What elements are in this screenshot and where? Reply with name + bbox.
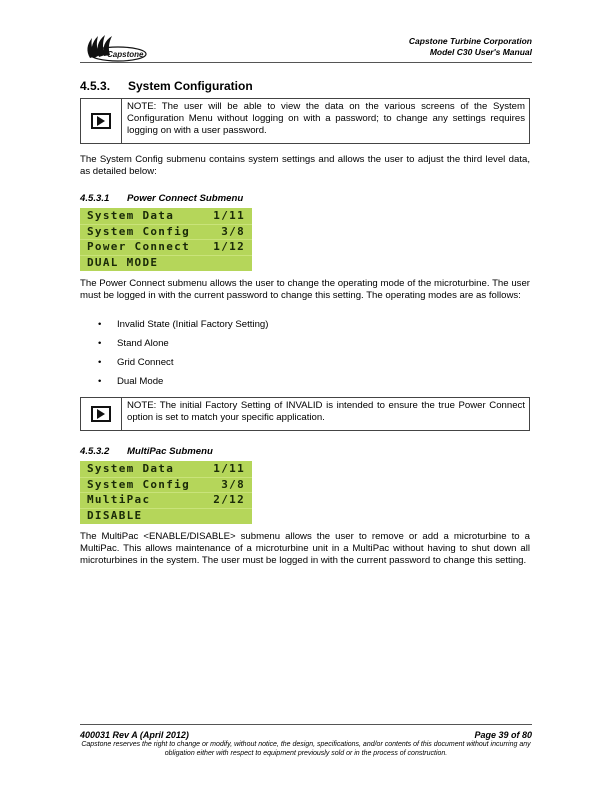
note-box-password: [80, 98, 530, 144]
section-title: System Configuration: [128, 79, 253, 93]
lcd-row: System Data 1/11: [80, 462, 252, 478]
note-arrow-icon: [91, 406, 111, 422]
note-arrow-icon: [91, 113, 111, 129]
note-box-factory-setting: [80, 397, 530, 431]
subsection-number: 4.5.3.1: [80, 193, 110, 204]
subsection-title: MultiPac Submenu: [127, 446, 213, 457]
lcd-row: DUAL MODE: [87, 255, 159, 269]
legal-disclaimer: Capstone reserves the right to change or modify, without notice, the design, specifications, and/or contents of this document without incurring any obligation either with respect to equipment previously sold or in the process of construction.: [81, 741, 531, 757]
subsection-number: 4.5.3.2: [80, 446, 110, 457]
footer-divider: [80, 724, 532, 725]
page-header: [409, 36, 532, 57]
header-divider: [80, 62, 532, 63]
lcd-row: System Config 3/8: [80, 225, 252, 241]
lcd-display-power-connect: [80, 208, 252, 271]
list-item: • Invalid State (Initial Factory Setting): [98, 319, 269, 330]
document-revision: 400031 Rev A (April 2012): [80, 730, 189, 740]
subsection-title: Power Connect Submenu: [127, 193, 244, 204]
lcd-row: MultiPac 2/12: [80, 493, 252, 509]
section-number: 4.5.3.: [80, 79, 111, 93]
multipac-paragraph: The MultiPac <ENABLE/DISABLE> submenu allows the user to remove or add a microturbine to a MultiPac. This allows maintenance of a microturbine unit in a MultiPac without having to shut down all microturbines in the system. The user must be logged in with the current password to change this setting.: [80, 531, 530, 566]
power-connect-paragraph: The Power Connect submenu allows the user to change the operating mode of the microturbine. The user must be logged in with the current password to change this setting. The operating modes are as follows:: [80, 278, 530, 301]
operating-modes-list: [98, 319, 268, 395]
multipac-heading: [80, 446, 213, 457]
list-item: • Stand Alone: [98, 338, 169, 349]
logo-wordmark: Capstone: [107, 50, 144, 59]
note-text: NOTE: The user will be able to view the data on the various screens of the System Configuration Menu without logging on with a password; to change any settings requires logging on with a user password.: [127, 101, 525, 136]
lcd-row: System Data 1/11: [80, 209, 252, 225]
list-item: • Dual Mode: [98, 376, 164, 387]
page-number: Page 39 of 80: [474, 730, 532, 740]
company-name: Capstone Turbine Corporation: [408, 36, 532, 46]
manual-name: Model C30 User's Manual: [429, 46, 532, 57]
bullet-icon: •: [98, 319, 102, 330]
bullet-icon: •: [98, 376, 102, 387]
lcd-display-multipac: [80, 461, 252, 524]
bullet-icon: •: [98, 357, 102, 368]
section-heading: [80, 79, 253, 93]
lcd-row: DISABLE: [87, 508, 143, 522]
power-connect-heading: [80, 193, 243, 204]
note-text: NOTE: The initial Factory Setting of INVALID is intended to ensure the true Power Connect option is set to match your specific application.: [127, 400, 525, 423]
intro-paragraph: The System Config submenu contains system settings and allows the user to adjust the third level data, as detailed below:: [80, 154, 530, 177]
bullet-icon: •: [98, 338, 102, 349]
lcd-row: System Config 3/8: [80, 478, 252, 494]
list-item: • Grid Connect: [98, 357, 174, 368]
lcd-row: Power Connect 1/12: [80, 240, 252, 256]
